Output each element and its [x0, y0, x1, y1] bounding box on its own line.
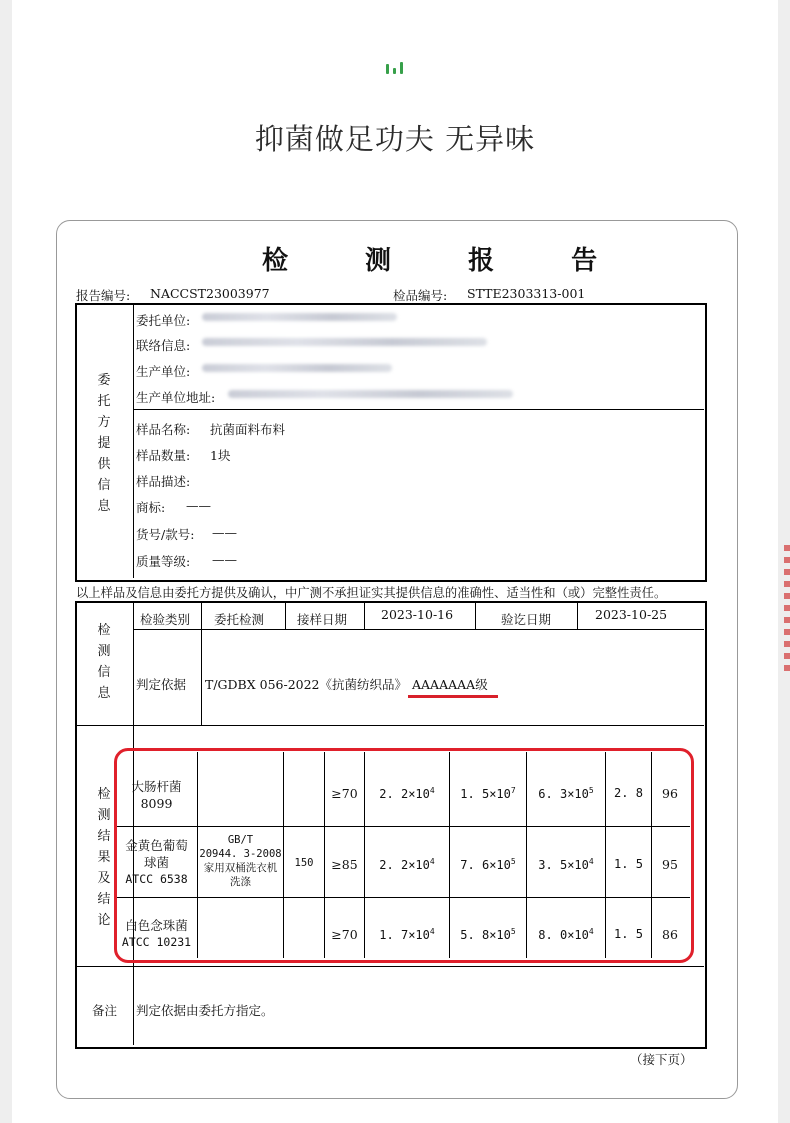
trademark: —— [186, 498, 211, 513]
continued-note: （接下页） [630, 1052, 693, 1067]
growth-value: 1. 5 [614, 857, 643, 871]
grade-highlight-underline [408, 695, 498, 698]
basis-standard: T/GDBX 056-2022《抗菌纺织品》 [205, 677, 408, 692]
test-type: 委托检测 [214, 612, 265, 627]
count-blank: 1. $5\times 10^7$ [460, 786, 516, 801]
sample-name: 抗菌面料布料 [210, 422, 286, 437]
receive-date-label: 接样日期 [297, 612, 348, 627]
report-number-label: 报告编号: [76, 288, 131, 303]
manufacturer-address-redacted [228, 390, 513, 398]
inhibition-rate: 86 [662, 927, 678, 942]
sample-desc-label: 样品描述: [136, 474, 191, 489]
finish-date-label: 验讫日期 [501, 612, 552, 627]
bacteria-name: 金黄色葡萄 球菌 ATCC 6538 [125, 838, 188, 886]
report-number: NACCST23003977 [150, 286, 270, 301]
client-section-label: 委 托 方 提 供 信 息 [97, 373, 111, 514]
manufacturer-address-label: 生产单位地址: [136, 390, 216, 405]
sample-qty: 1块 [210, 448, 231, 463]
contact-info-redacted [202, 338, 487, 346]
growth-value: 1. 5 [614, 927, 643, 941]
page-subtitle: 抑菌做足功夫 无异味 [254, 122, 536, 156]
quality-grade-label: 质量等级: [136, 554, 191, 569]
report-title: 检 测 报 告 [262, 246, 632, 276]
count-sample: 6. $3\times 10^5$ [538, 786, 594, 801]
count-control: 2. $2\times 10^4$ [379, 857, 435, 872]
count-sample: 8. $0\times 10^4$ [538, 927, 594, 942]
count-blank: 5. $8\times 10^5$ [460, 927, 516, 942]
finish-date: 2023-10-25 [595, 607, 668, 622]
item-no: —— [212, 525, 237, 540]
growth-value: 2. 8 [614, 786, 643, 800]
sample-number-label: 检品编号: [393, 288, 448, 303]
contact-info-label: 联络信息: [136, 338, 191, 353]
count-blank: 7. $6\times 10^5$ [460, 857, 516, 872]
requirement: ≥85 [331, 857, 358, 872]
test-section-label: 检 测 信 息 [97, 623, 111, 701]
results-highlight-frame [114, 748, 694, 963]
client-unit-redacted [202, 313, 397, 321]
bacteria-name: 白色念珠菌 ATCC 10231 [121, 918, 192, 949]
count-control: 2. $2\times 10^4$ [379, 786, 435, 801]
count-control: 1. $7\times 10^4$ [379, 927, 435, 942]
sample-number: STTE2303313-001 [467, 286, 586, 301]
test-type-label: 检验类别 [140, 612, 191, 627]
inhibition-rate: 96 [662, 786, 678, 801]
sample-name-label: 样品名称: [136, 422, 191, 437]
basis-label: 判定依据 [136, 677, 187, 692]
basis-grade: AAAAAAA级 [412, 677, 488, 692]
trademark-label: 商标: [136, 500, 166, 515]
receive-date: 2023-10-16 [381, 607, 454, 622]
disclaimer: 以上样品及信息由委托方提供及确认，中广测不承担证实其提供信息的准确性、适当性和（或）完整性责任。 [76, 586, 667, 600]
bacteria-name: 大肠杆菌 8099 [131, 779, 182, 811]
test-method: GB/T 20944. 3-2008 家用双桶洗衣机 洗涤 [199, 834, 282, 888]
manufacturer-label: 生产单位: [136, 364, 191, 379]
result-section-label: 检 测 结 果 及 结 论 [97, 787, 111, 928]
remark: 判定依据由委托方指定。 [136, 1003, 274, 1018]
quality-grade: —— [212, 552, 237, 567]
wash-count: 150 [294, 857, 314, 869]
remark-label: 备注 [92, 1003, 118, 1018]
client-unit-label: 委托单位: [136, 313, 191, 328]
manufacturer-redacted [202, 364, 392, 372]
count-sample: 3. $5\times 10^4$ [538, 857, 594, 872]
sample-qty-label: 样品数量: [136, 448, 191, 463]
item-no-label: 货号/款号: [136, 527, 195, 542]
inhibition-rate: 95 [662, 857, 678, 872]
requirement: ≥70 [331, 786, 358, 801]
requirement: ≥70 [331, 927, 358, 942]
